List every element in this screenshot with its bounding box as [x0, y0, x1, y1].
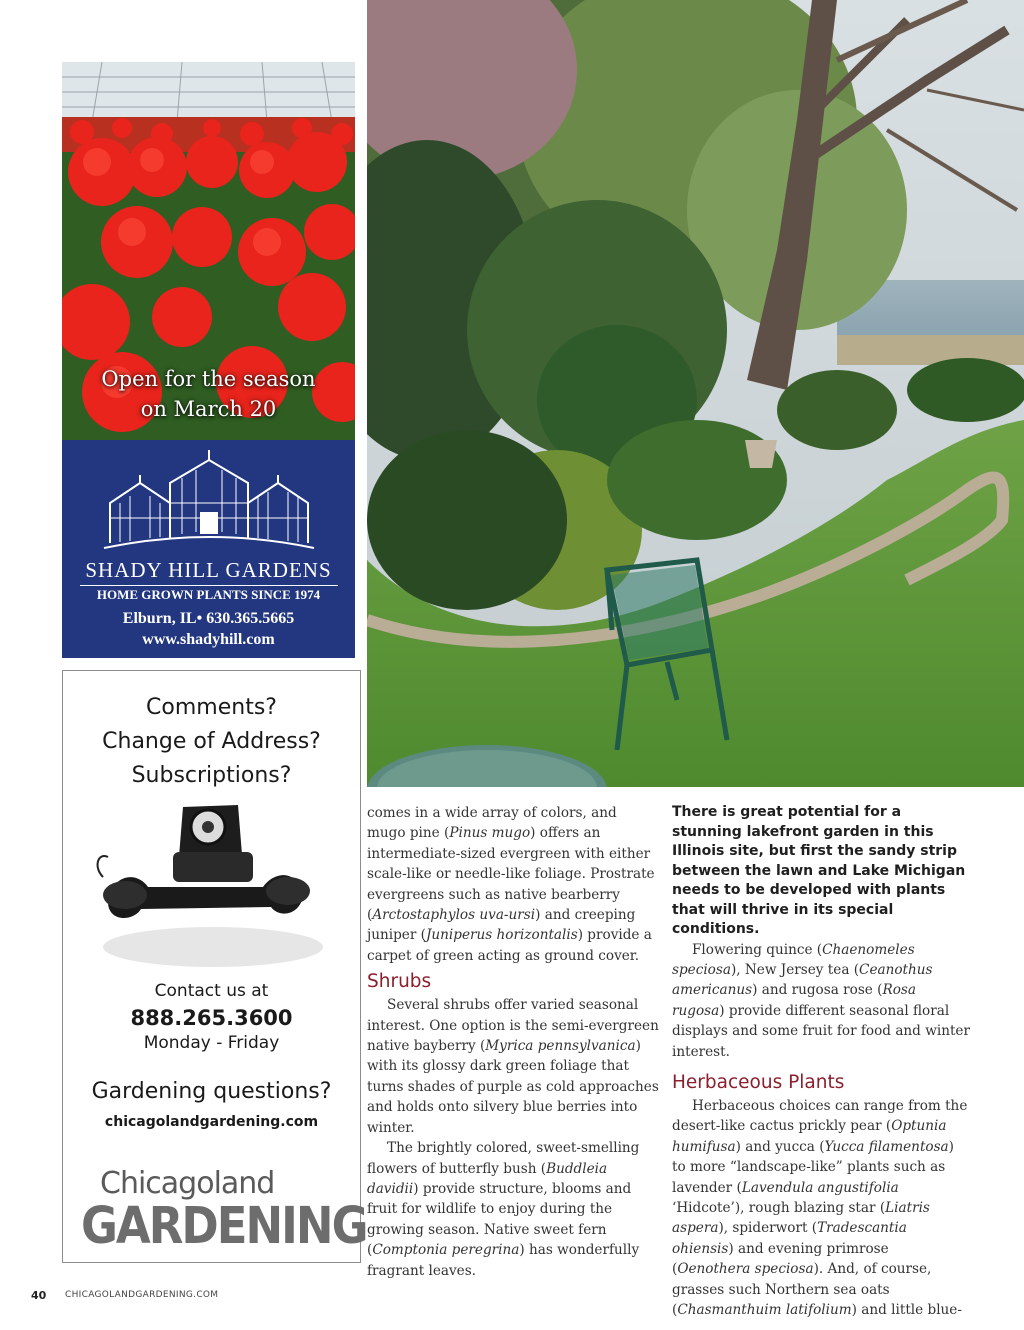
ad-divider [80, 585, 338, 586]
ad-website-link[interactable]: www.shadyhill.com [142, 631, 275, 648]
subheading-herbaceous: Herbaceous Plants [672, 1071, 845, 1093]
contact-hours: Monday - Friday [143, 1033, 280, 1053]
greenhouse-logo-icon [100, 448, 318, 556]
rotary-phone-icon [93, 797, 333, 972]
species-name: Ceanothus americanus [672, 961, 933, 999]
species-name: Optunia humifusa [672, 1118, 947, 1155]
ad-headline [62, 364, 355, 424]
species-name: Liatris aspera [672, 1199, 930, 1237]
species-name: Chaenomeles speciosa [672, 941, 915, 978]
article-paragraph: The brightly colored, sweet-smelling flowers of butterfly bush (Buddleia davidii) provide structure, blooms and fruit for wildlife to enjoy during the growing season. Native sweet fern (Comptonia peregrina) has wonderfully fragrant leaves. [367, 1140, 640, 1279]
ad-headline-line2: on March 20 [140, 397, 277, 421]
species-name: Comptonia peregrina [372, 1242, 520, 1259]
chicagoland-gardening-ad[interactable] [62, 670, 367, 1263]
species-name: Myrica pennsylvanica [485, 1038, 636, 1055]
article-paragraph: Herbaceous choices can range from the desert-like cactus prickly pear (Optunia humifusa) and yucca (Yucca filamentosa) to more “landscape-like” plants such as lavender (Lavendula angustifolia ‘Hidcote’), rough blazing star (Liatris aspera), spiderwort (Tradescantia ohiensis) and evening primrose (Oenothera speciosa). And, of course, grasses such Northern sea oats (Chasmanthuim latifolium) and little blue- [672, 1097, 968, 1318]
species-name: Juniperus horizontalis [425, 927, 578, 944]
article-column-right [672, 803, 970, 1320]
footer-site: CHICAGOLANDGARDENING.COM [65, 1290, 219, 1300]
ad-website-link[interactable]: chicagolandgardening.com [104, 1114, 319, 1130]
species-name: Yucca filamentosa [824, 1138, 949, 1155]
article-paragraph: Flowering quince (Chaenomeles speciosa), New Jersey tea (Ceanothus americanus) and rugosa rose (Rosa rugosa) provide different seasonal floral displays and some fruit for food and winter interest. [672, 941, 970, 1060]
ad-brand-panel [62, 440, 355, 658]
ad-headline-line1: Open for the season [101, 367, 316, 391]
change-address-question: Change of Address? [102, 729, 321, 754]
magazine-logo-top: Chicagoland [100, 1166, 275, 1201]
species-name: Oenothera speciosa [677, 1261, 814, 1278]
species-name: Chasmanthuim latifolium [677, 1302, 852, 1318]
photo-caption: There is great potential for a stunning lakefront garden in this Illinois site, but first the sandy strip between the lawn and Lake Michigan needs to be developed with plants that will thrive in its special conditions. [672, 804, 966, 937]
comments-question: Comments? [146, 695, 277, 720]
species-name: Tradescantia ohiensis [672, 1220, 907, 1257]
article-paragraph: comes in a wide array of colors, and mugo pine (Pinus mugo) offers an intermediate-sized evergreen with either scale-like or needle-like foliage. Prostrate evergreens such as native bearberry (Arctostaphylos uva-ursi) and creeping juniper (Juniperus horizontalis) provide a carpet of green acting as ground cover. [367, 805, 655, 964]
garden-photo [367, 0, 1024, 787]
article-paragraph: Several shrubs offer varied seasonal interest. One option is the semi-evergreen native bayberry (Myrica pennsylvanica) with its glossy dark green foliage that turns shades of purple as cold approaches and holds onto silvery blue berries into winter. [367, 997, 659, 1136]
species-name: Pinus mugo [449, 825, 531, 842]
species-name: Arctostaphylos uva-ursi [372, 907, 536, 924]
ad-location-phone: Elburn, IL• 630.365.5665 [122, 610, 295, 627]
ad-tagline: HOME GROWN PLANTS SINCE 1974 [96, 587, 321, 602]
subheading-shrubs: Shrubs [367, 971, 432, 993]
contact-label: Contact us at [154, 981, 269, 1001]
contact-phone[interactable]: 888.265.3600 [130, 1006, 293, 1030]
page-number: 40 [31, 1289, 47, 1302]
subscriptions-question: Subscriptions? [131, 763, 292, 788]
ad-brand-name: SHADY HILL GARDENS [85, 558, 332, 582]
species-name: Buddleia davidii [367, 1160, 608, 1197]
magazine-logo-bottom: GARDENING [81, 1196, 367, 1256]
article-column-left [367, 803, 659, 1281]
gardening-question: Gardening questions? [91, 1079, 332, 1104]
species-name: Lavendula angustifolia [741, 1179, 899, 1196]
shady-hill-ad[interactable] [62, 62, 355, 658]
ad-questions [63, 691, 360, 793]
species-name: Rosa rugosa [672, 982, 916, 1019]
ad-contact [62, 608, 355, 650]
